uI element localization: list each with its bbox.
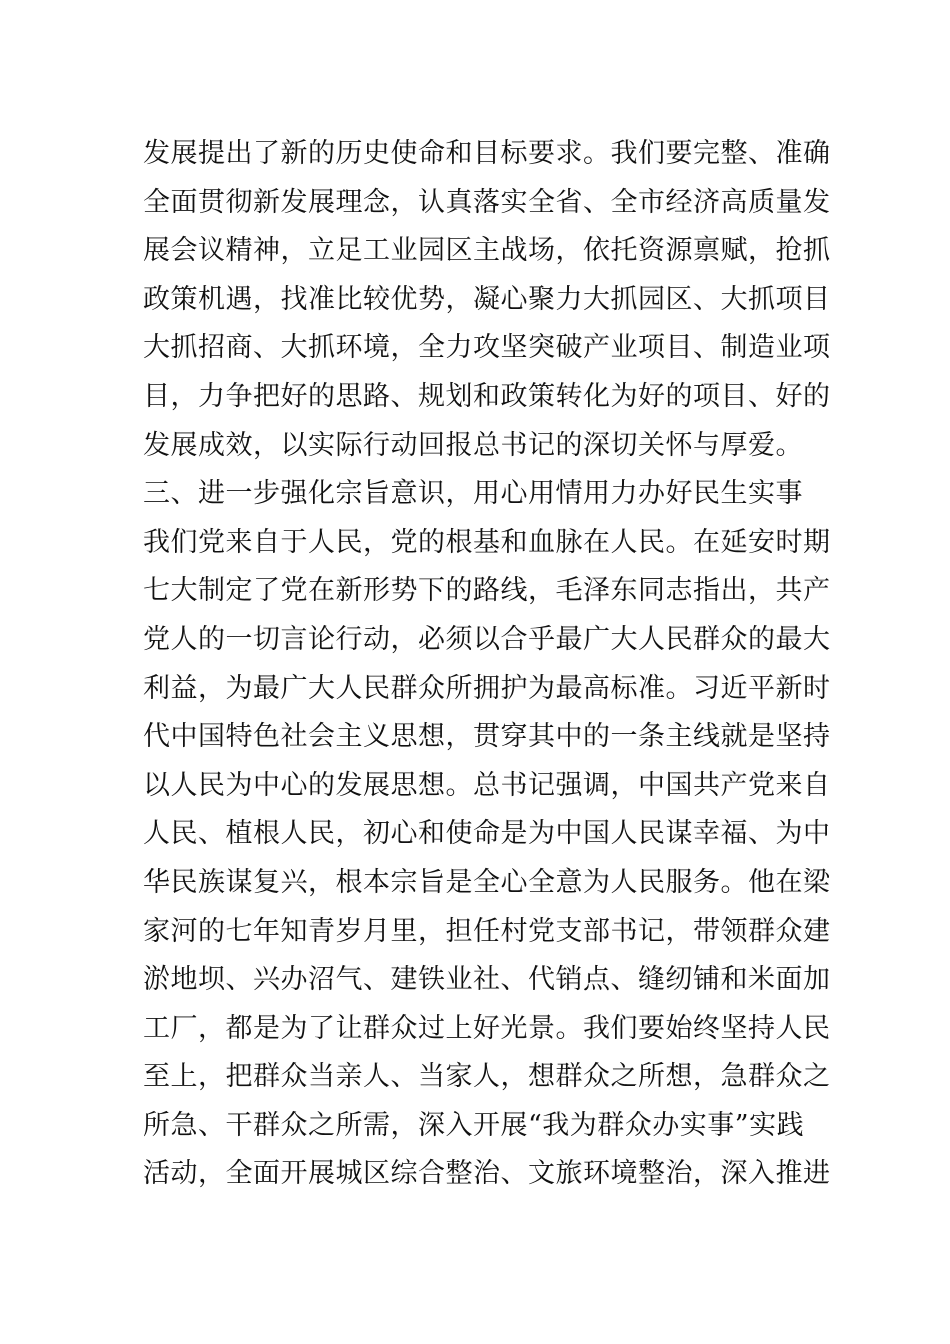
- text-line: 政策机遇，找准比较优势，凝心聚力大抓园区、大抓项目: [143, 283, 831, 315]
- text-line: 工厂，都是为了让群众过上好光景。我们要始终坚持人民: [143, 1012, 831, 1044]
- body-text: [143, 130, 831, 1199]
- text-line: 我们党来自于人民，党的根基和血脉在人民。在延安时期: [143, 526, 831, 558]
- text-line: 展会议精神，立足工业园区主战场，依托资源禀赋，抢抓: [143, 235, 831, 267]
- text-line: 全面贯彻新发展理念，认真落实全省、全市经济高质量发: [143, 186, 831, 218]
- text-line: 所急、干群众之所需，深入开展“我为群众办实事”实践: [143, 1109, 805, 1141]
- text-line: 发展成效，以实际行动回报总书记的深切关怀与厚爱。: [143, 429, 803, 461]
- text-line: 华民族谋复兴，根本宗旨是全心全意为人民服务。他在梁: [143, 866, 831, 898]
- text-line: 七大制定了党在新形势下的路线，毛泽东同志指出，共产: [143, 575, 831, 607]
- text-line: 以人民为中心的发展思想。总书记强调，中国共产党来自: [143, 769, 831, 801]
- text-line: 目，力争把好的思路、规划和政策转化为好的项目、好的: [143, 380, 831, 412]
- text-line: 利益，为最广大人民群众所拥护为最高标准。习近平新时: [143, 672, 831, 704]
- text-line: 发展提出了新的历史使命和目标要求。我们要完整、准确: [143, 138, 831, 169]
- section-heading: 三、进一步强化宗旨意识，用心用情用力办好民生实事: [143, 478, 803, 510]
- text-line: 党人的一切言论行动，必须以合乎最广大人民群众的最大: [143, 623, 831, 655]
- text-line: 至上，把群众当亲人、当家人，想群众之所想，急群众之: [143, 1061, 831, 1093]
- text-line: 大抓招商、大抓环境，全力攻坚突破产业项目、制造业项: [143, 332, 831, 364]
- text-line: 淤地坝、兴办沼气、建铁业社、代销点、缝纫铺和米面加: [143, 964, 831, 996]
- text-line: 人民、植根人民，初心和使命是为中国人民谋幸福、为中: [143, 818, 831, 850]
- text-line: 家河的七年知青岁月里，担任村党支部书记，带领群众建: [143, 915, 831, 947]
- text-line: 活动，全面开展城区综合整治、文旅环境整治，深入推进: [143, 1158, 831, 1190]
- text-line: 代中国特色社会主义思想，贯穿其中的一条主线就是坚持: [143, 721, 831, 753]
